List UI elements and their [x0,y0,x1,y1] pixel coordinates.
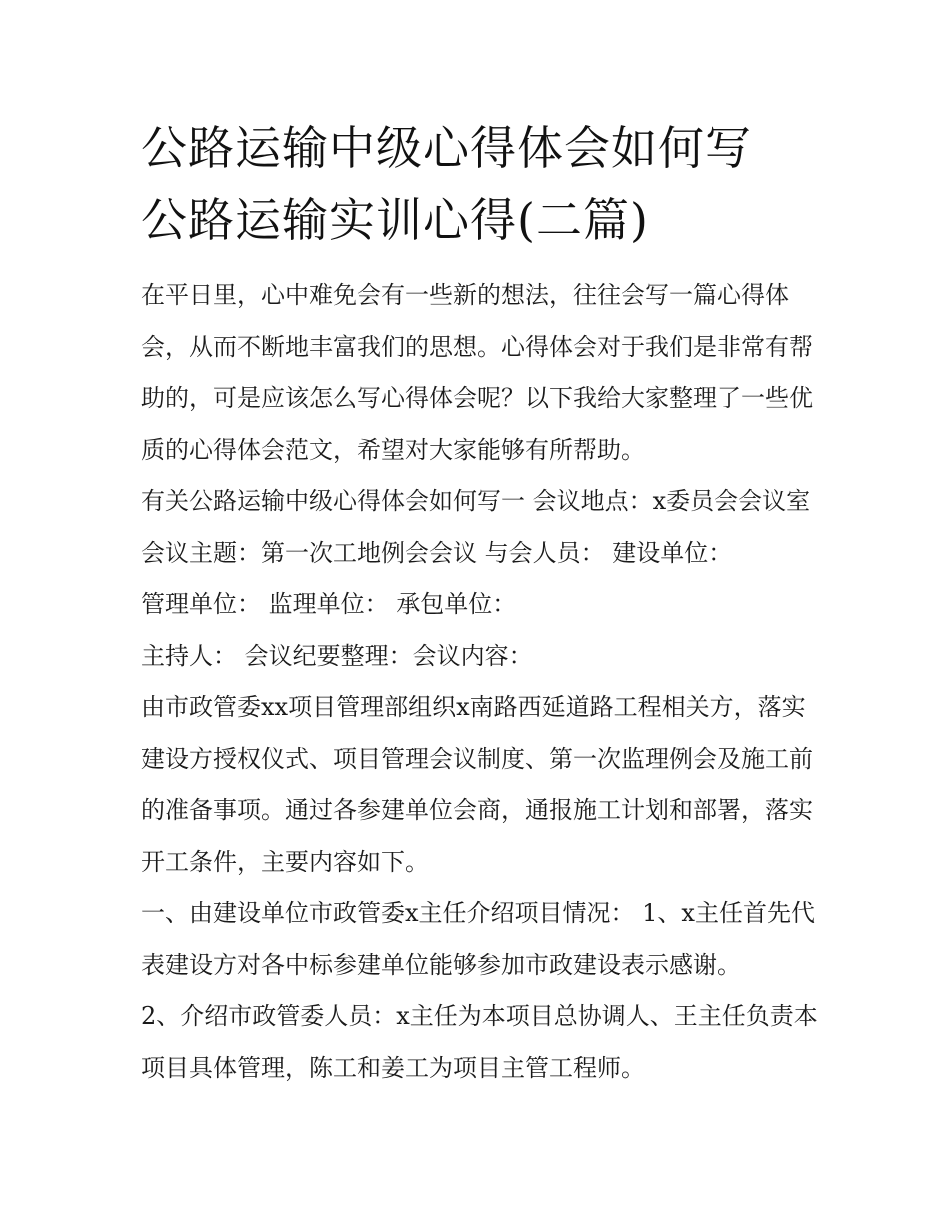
paragraph-units: 管理单位： 监理单位： 承包单位： [141,590,517,618]
paragraph-staff-intro: 2、介绍市政管委人员：x主任为本项目总协调人、王主任负责本项目具体管理，陈工和姜工为项目主管工程师。 [141,1002,818,1082]
paragraph-host: 主持人： 会议纪要整理：会议内容： [141,641,533,670]
paragraph-intro: 在平日里，心中难免会有一些新的想法，往往会写一篇心得体会，从而不断地丰富我们的思想。心得体会对于我们是非常有帮助的，可是应该怎么写心得体会呢？以下我给大家整理了一些优质的心得体会范文，希望对大家能够有所帮助。 [141,281,813,464]
document-content [141,112,821,1094]
title-line-2: 公路运输实训心得(二篇) [141,193,649,247]
paragraph-section-one: 一、由建设单位市政管委x主任介绍项目情况： 1、x主任首先代表建设方对各中标参建单位能够参加市政建设表示感谢。 [141,899,815,979]
paragraph-meeting-info: 有关公路运输中级心得体会如何写一 会议地点：x委员会会议室 会议主题：第一次工地例会会议 与会人员： 建设单位： [141,487,811,567]
title-line-1: 公路运输中级心得体会如何写 [141,121,752,175]
paragraph-organization: 由市政管委xx项目管理部组织x南路西延道路工程相关方，落实建设方授权仪式、项目管理会议制度、第一次监理例会及施工前的准备事项。通过各参建单位会商，通报施工计划和部署，落实开工条件，主要内容如下。 [141,693,813,876]
document-body [141,270,821,1094]
document-title [141,112,821,256]
